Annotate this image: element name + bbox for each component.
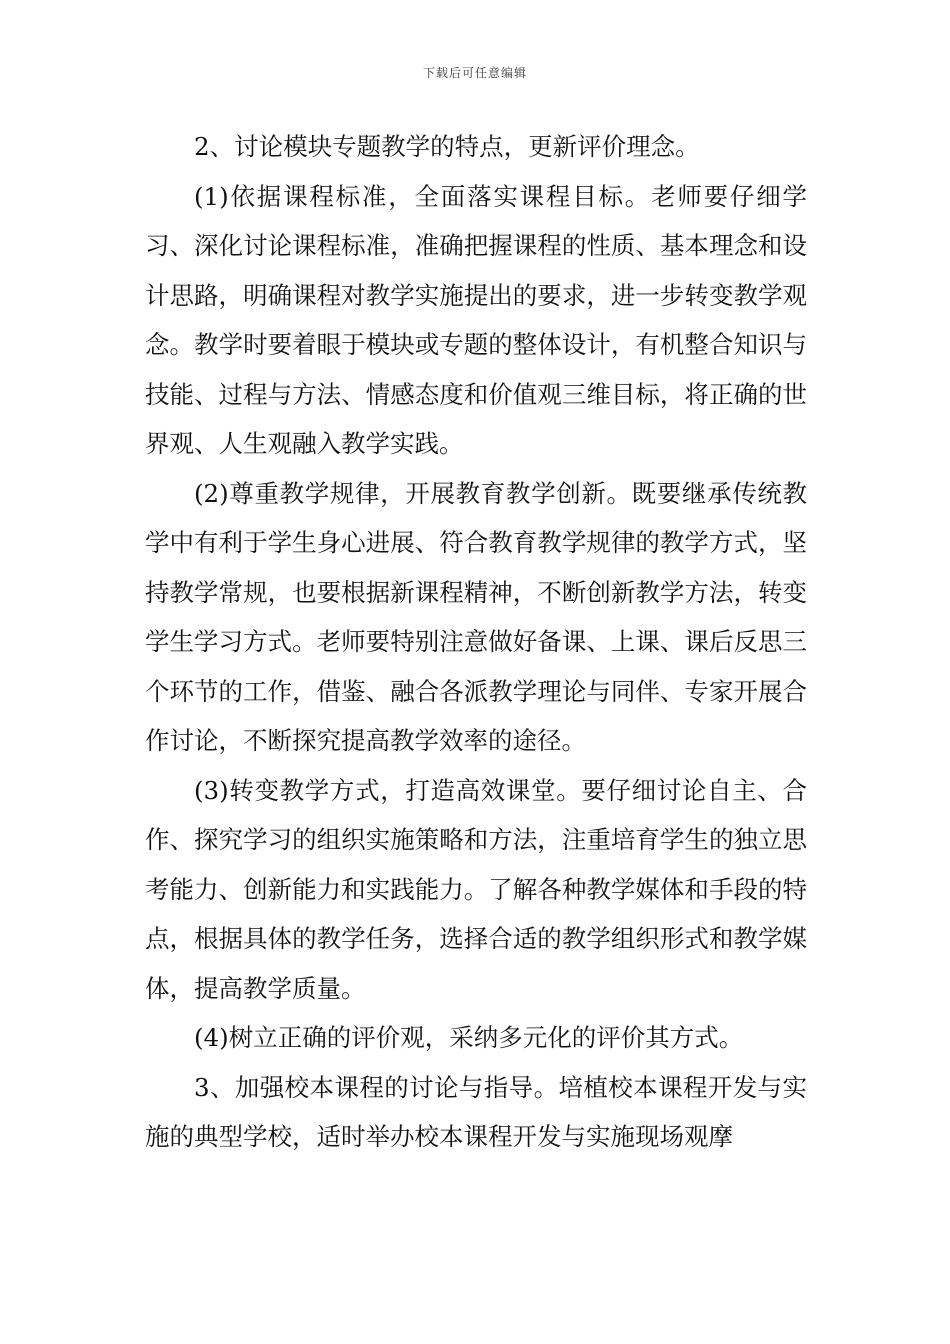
paragraph-item-4: (4)树立正确的评价观，采纳多元化的评价其方式。: [194, 1023, 744, 1052]
paragraph-section-2: 2、讨论模块专题教学的特点，更新评价理念。: [194, 132, 700, 161]
document-body: [145, 122, 807, 1162]
page-header: 下载后可任意编辑: [422, 66, 527, 80]
paragraph-section-3: 3、加强校本课程的讨论与指导。培植校本课程开发与实施的典型学校，适时举办校本课程开发与实施现场观摩: [145, 1072, 807, 1151]
paragraph-item-3: (3)转变教学方式，打造高效课堂。要仔细讨论自主、合作、探究学习的组织实施策略和方法，注重培育学生的独立思考能力、创新能力和实践能力。了解各种教学媒体和手段的特点，根据具体的教学任务，选择合适的教学组织形式和教学媒体，提高教学质量。: [145, 775, 807, 1003]
paragraph-item-1: (1)依据课程标准，全面落实课程目标。老师要仔细学习、深化讨论课程标准，准确把握课程的性质、基本理念和设计思路，明确课程对教学实施提出的要求，进一步转变教学观念。教学时要着眼于模块或专题的整体设计，有机整合知识与技能、过程与方法、情感态度和价值观三维目标，将正确的世界观、人生观融入教学实践。: [145, 181, 807, 458]
paragraph-item-2: (2)尊重教学规律，开展教育教学创新。既要继承传统教学中有利于学生身心进展、符合教育教学规律的教学方式，坚持教学常规，也要根据新课程精神，不断创新教学方法，转变学生学习方式。老师要特别注意做好备课、上课、课后反思三个环节的工作，借鉴、融合各派教学理论与同伴、专家开展合作讨论，不断探究提高教学效率的途径。: [145, 478, 807, 755]
